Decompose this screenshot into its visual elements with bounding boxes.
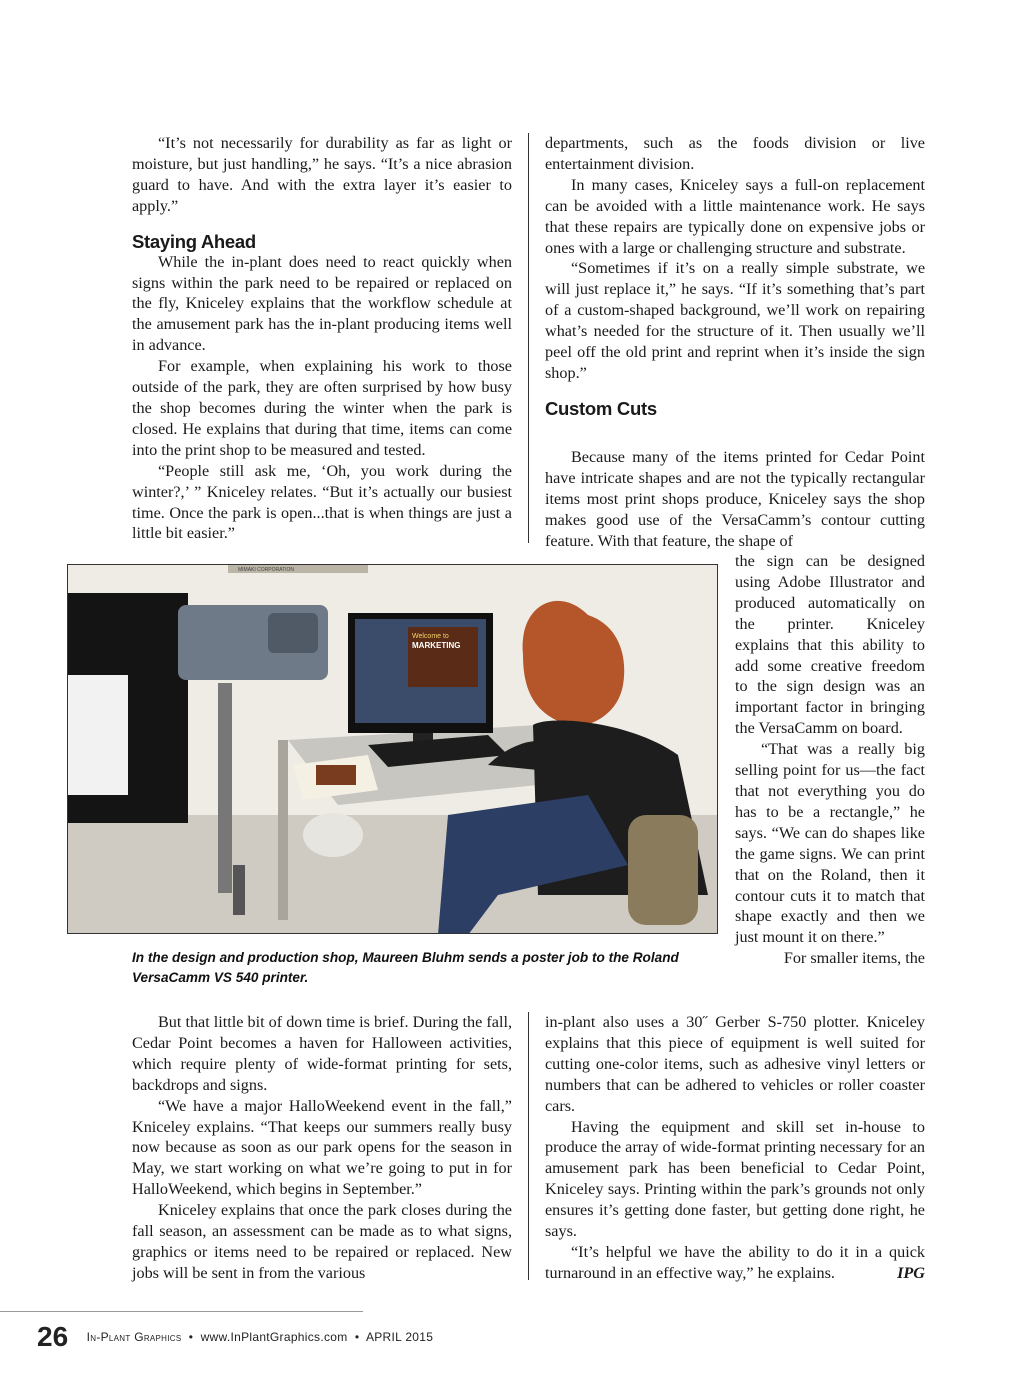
photo-print-shop	[67, 564, 718, 934]
section-heading-staying-ahead: Staying Ahead	[132, 230, 256, 252]
paragraph-start: For smaller items, the	[783, 949, 925, 968]
signoff-ipg: IPG	[897, 1263, 925, 1282]
paragraph: Kniceley explains that once the park closes during the fall season, an assessment can be made as to what signs, graphics or items need to be repaired or replaced. New jobs will be sent in from the various	[132, 1201, 512, 1282]
paragraph: departments, such as the foods division or live entertainment division.	[545, 134, 925, 173]
paragraph: “People still ask me, ‘Oh, you work during the winter?,’ ” Kniceley relates. “But it’s actually our busiest time. Once the park is open...that is when things are just a little bit easier.”	[132, 461, 512, 543]
paragraph: “It’s not necessarily for durability as far as light or moisture, but just handling,” he says. “It’s a nice abrasion guard to have. And with the extra layer it’s easier to apply.”	[132, 134, 512, 215]
left-column-bottom	[132, 1012, 512, 1284]
column-divider-bottom	[528, 1012, 529, 1280]
photo-illustration	[68, 565, 718, 934]
photo-caption: In the design and production shop, Maureen Bluhm sends a poster job to the Roland VersaCamm VS 540 printer.	[132, 950, 679, 985]
paragraph: “We have a major HalloWeekend event in the fall,” Kniceley explains. “That keeps our summers really busy now because as soon as our park opens for the season in May, we start working on what we’re going to put in for HalloWeekend, which begins in September.”	[132, 1096, 512, 1199]
right-column	[545, 133, 925, 419]
screen-text-marketing: MARKETING	[412, 641, 461, 650]
footer-url[interactable]: www.InPlantGraphics.com	[200, 1330, 348, 1344]
right-column-lower	[545, 1012, 925, 1284]
screen-text-welcome: Welcome to	[412, 633, 449, 640]
issue-date: APRIL 2015	[365, 1330, 434, 1344]
paragraph-continued: the sign can be designed using Adobe Illustrator and produced automatically on the printer. Kniceley explains that this ability to add some creative freedom to the sign design was an important factor in bringing the VersaCamm on board.	[735, 552, 925, 738]
closing-quote: “It’s helpful we have the ability to do it in a quick turnaround in an effective way,” he explains.	[545, 1242, 925, 1282]
footer-bullet: •	[188, 1330, 194, 1344]
paragraph-last	[545, 1242, 925, 1284]
right-column-beside-photo	[735, 551, 925, 969]
right-column-wrap-intro	[545, 447, 925, 552]
footer-bullet: •	[354, 1330, 360, 1344]
paragraph: “That was a really big selling point for us—the fact that not everything you do has to be a rectangle,” he says. “We can do shapes like the game signs. We can print that on the Roland, then it contour cuts it to match that shape exactly and then we just mount it on there.”	[735, 740, 925, 947]
printer-brand-label: MIMAKI CORPORATION	[238, 567, 295, 573]
page-footer	[37, 1321, 433, 1353]
paragraph-continued: in-plant also uses a 30˝ Gerber S-750 plotter. Kniceley explains that this piece of equipment is well suited for cutting one-color items, such as adhesive vinyl letters or numbers that can be adhered to vehicles or roller coaster cars.	[545, 1013, 925, 1115]
footer-info	[87, 1330, 434, 1344]
page-number: 26	[37, 1321, 69, 1352]
left-column-top	[132, 133, 512, 544]
paragraph: “Sometimes if it’s on a really simple substrate, we will just replace it,” he says. “If it’s something that’s part of a custom-shaped background, we’ll work on repairing what’s needed for the structure of it. Then usually we’ll peel off the old print and reprint when it’s inside the sign shop.”	[545, 259, 925, 382]
paragraph-custom-cuts: Because many of the items printed for Cedar Point have intricate shapes and are not the typically rectangular items most print shops produce, Kniceley says the shop makes good use of the VersaCamm’s contour cutting feature. With that feature, the shape of	[545, 448, 925, 550]
paragraph: In many cases, Kniceley says a full-on replacement can be avoided with a little maintenance work. He says that these repairs are typically done on expensive jobs or ones with a large or challenging structure and substrate.	[545, 175, 925, 257]
publication-name: In-Plant Graphics	[86, 1330, 182, 1344]
paragraph: But that little bit of down time is brief. During the fall, Cedar Point becomes a haven for Halloween activities, which require plenty of wide-format printing for sets, backdrops and signs.	[132, 1013, 512, 1094]
paragraph: For example, when explaining his work to those outside of the park, they are often surprised by how busy the shop becomes during the winter when the park is closed. He explains that during that time, items can come into the print shop to be measured and tested.	[132, 357, 512, 459]
column-divider-top	[528, 133, 529, 543]
paragraph: While the in-plant does need to react quickly when signs within the park need to be repaired or replaced on the fly, Kniceley explains that the workflow schedule at the amusement park has the in-plant producing items well in advance.	[132, 252, 512, 355]
section-heading-custom-cuts: Custom Cuts	[545, 397, 657, 419]
footer-rule	[0, 1311, 363, 1312]
paragraph: Having the equipment and skill set in-house to produce the array of wide-format printing necessary for an amusement park has been beneficial to Cedar Point, Kniceley says. Printing within the park’s grounds not only ensures it’s getting done faster, but getting done right, he says.	[545, 1117, 925, 1241]
